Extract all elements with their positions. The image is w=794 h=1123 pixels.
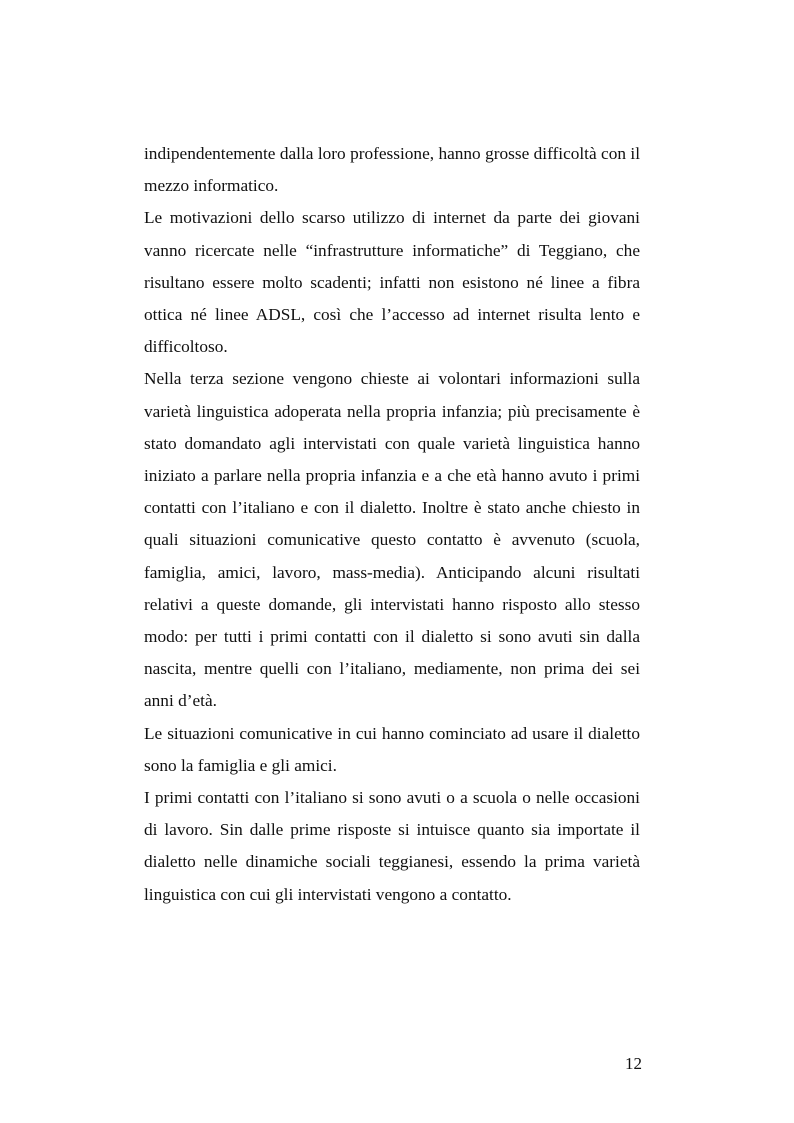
paragraph-3: Nella terza sezione vengono chieste ai volontari informazioni sulla varietà linguistica adoperata nella propria infanzia; più precisamente è stato domandato agli intervistati con quale varietà linguistica hanno iniziato a parlare nella propria infanzia e a che età hanno avuto i primi contatti con l’italiano e con il dialetto. Inoltre è stato anche chiesto in quali situazioni comunicative questo contatto è avvenuto (scuola, famiglia, amici, lavoro, mass-media). Anticipando alcuni risultati relativi a queste domande, gli intervistati hanno risposto allo stesso modo: per tutti i primi contatti con il dialetto si sono avuti sin dalla nascita, mentre quelli con l’italiano, mediamente, non prima dei sei anni d’età. [144,369,640,711]
paragraph-2: Le motivazioni dello scarso utilizzo di internet da parte dei giovani vanno ricercate nelle “infrastrutture informatiche” di Teggiano, che risultano essere molto scadenti; infatti non esistono né linee a fibra ottica né linee ADSL, così che l’accesso ad internet risulta lento e difficoltoso. [144,208,640,357]
paragraph-1: indipendentemente dalla loro professione, hanno grosse difficoltà con il mezzo informatico. [144,144,640,196]
document-body [144,138,640,911]
paragraph-4: Le situazioni comunicative in cui hanno cominciato ad usare il dialetto sono la famiglia e gli amici. [144,723,640,775]
page-number: 12 [625,1054,642,1073]
paragraph-5: I primi contatti con l’italiano si sono avuti o a scuola o nelle occasioni di lavoro. Sin dalle prime risposte si intuisce quanto sia importate il dialetto nelle dinamiche sociali teggianesi, essendo la prima varietà linguistica con cui gli intervistati vengono a contatto. [144,788,640,904]
